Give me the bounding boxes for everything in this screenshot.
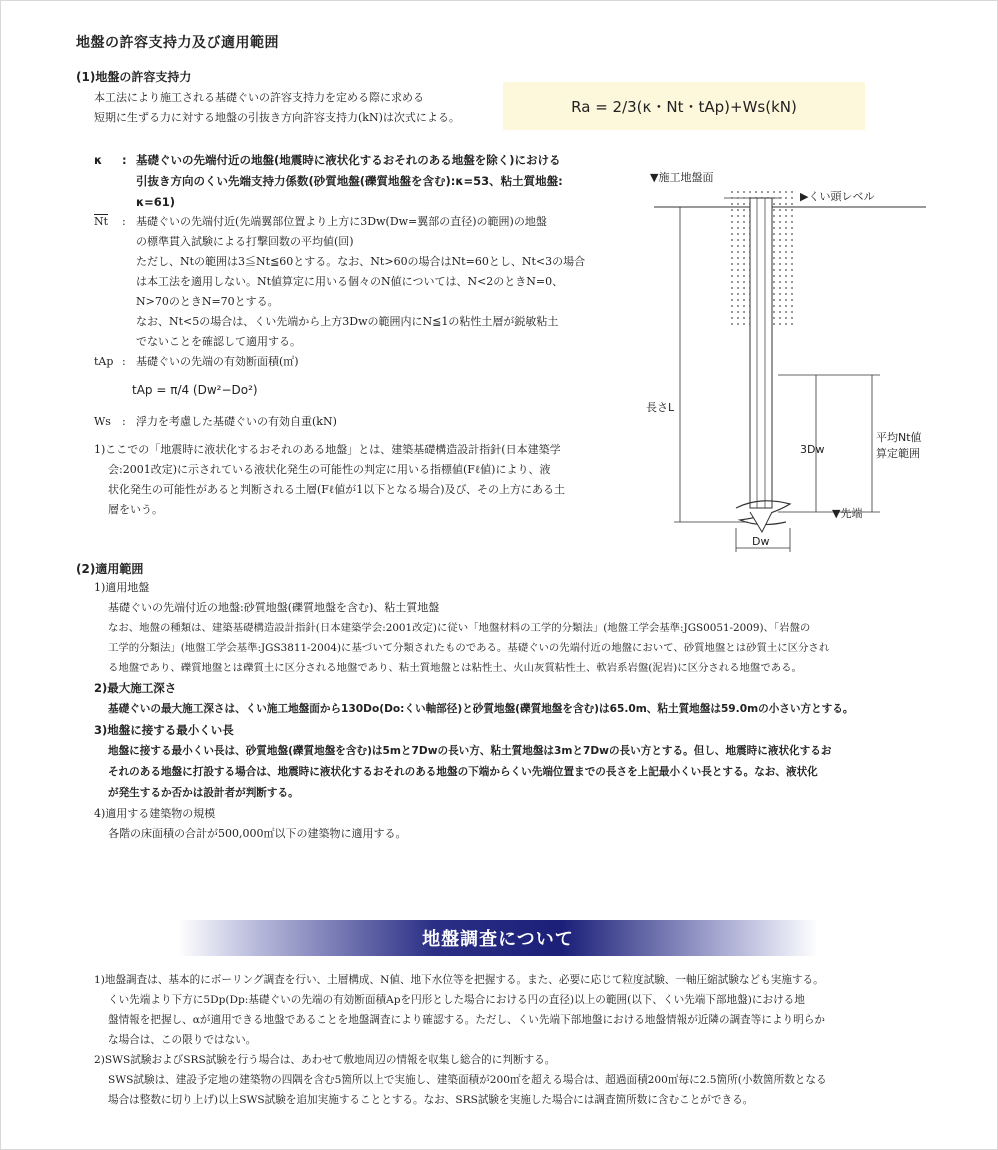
kappa-line: 引抜き方向のくい先端支持力係数(砂質地盤(礫質地盤を含む):κ=53、粘土質地盤: xyxy=(136,174,563,188)
survey-body xyxy=(94,970,944,1110)
kappa-line: 基礎ぐいの先端付近の地盤(地震時に液状化するおそれのある地盤を除く)における xyxy=(136,153,561,167)
nt-line: なお、Nt<5の場合は、くい先端から上方3Dwの範囲内にN≦1の粘性土層が鋭敏粘土 xyxy=(136,315,559,328)
ws-desc: 浮力を考慮した基礎ぐいの有効自重(kN) xyxy=(136,415,337,428)
nt-line: N>70のときN=70とする。 xyxy=(136,295,279,308)
survey-line: 場合は整数に切り上げ)以上SWS試験を追加実施することとする。なお、SRS試験を実施した場合には調査箇所数に含むことができる。 xyxy=(108,1094,754,1106)
s1-line: 工学的分類法」(地盤工学会基準:JGS3811-2004)に基づいて分類されたものである。基礎ぐいの先端付近の地盤において、砂質地盤とは砂質土に区分され xyxy=(108,642,830,654)
nt-line: でないことを確認して適用する。 xyxy=(136,335,301,348)
nt-line: の標準貫入試験による打撃回数の平均値(回) xyxy=(136,235,354,248)
liquefaction-note xyxy=(94,440,624,520)
tip-label: ▼先端 xyxy=(832,507,863,520)
pile-shaft xyxy=(750,198,772,508)
section2-heading: (2)適用範囲 xyxy=(76,562,144,576)
avg-range-label-line: 算定範囲 xyxy=(876,447,920,460)
pile-tip xyxy=(750,512,772,532)
section1-heading: (1)地盤の許容支持力 xyxy=(76,70,192,84)
tap-formula: tAp = π/4 (Dw²−Do²) xyxy=(132,383,258,397)
tap-definition: tAp : 基礎ぐいの先端の有効断面積(㎡) tAp = π/4 (Dw²−Do²) xyxy=(94,352,614,400)
section1-intro xyxy=(94,88,460,128)
survey-line: くい先端より下方に5Dp(Dp:基礎ぐいの先端の有効断面積Apを円形とした場合における円の直径)以上の範囲(以下、くい先端下部地盤)における地 xyxy=(108,994,805,1006)
survey-line: 2)SWS試験およびSRS試験を行う場合は、あわせて敷地周辺の情報を収集し総合的に判断する。 xyxy=(94,1054,556,1066)
nt-definition: $\overline{Nt}$ : 基礎ぐいの先端付近(先端翼部位置より上方に3Dw(Dw=翼部の直径)の範囲)の地盤 の標準貫入試験による打撃回数の平均値(回) ただし、Ntの範囲は3≦Nt≦60とする。なお、Nt>60の場合はNt=60とし、Nt<3の場合 は本工法を適用しない。Nt値算定に用いる個々のN値については、N<2のときN=0、 N>70のときN=70とする。 なお、Nt<5の場合は、くい先端から上方3Dwの範囲内にN≦1の粘性土層が鋭敏粘土 でないことを確認して適用する。 xyxy=(94,212,624,352)
s2-title: 2)最大施工深さ xyxy=(94,681,177,695)
s1-title: 1)適用地盤 xyxy=(94,581,150,594)
s3-line: が発生するか否かは設計者が判断する。 xyxy=(108,787,299,799)
s3-line: 地盤に接する最小くい長は、砂質地盤(礫質地盤を含む)は5mと7Dwの長い方、粘土質地盤は3mと7Dwの長い方とする。但し、地震時に液状化するお xyxy=(108,745,832,757)
s1-line: 基礎ぐいの先端付近の地盤:砂質地盤(礫質地盤を含む)、粘土質地盤 xyxy=(108,601,440,614)
note-line: 1)ここでの「地震時に液状化するおそれのある地盤」とは、建築基礎構造設計指針(日本建築学 xyxy=(94,443,561,456)
intro-line: 短期に生ずる力に対する地盤の引抜き方向許容支持力(kN)は次式による。 xyxy=(94,111,460,124)
nt-line: は本工法を適用しない。Nt値算定に用いる個々のN値については、N<2のときN=0、 xyxy=(136,275,564,288)
dw-label: Dw xyxy=(752,535,770,548)
nt-line: 基礎ぐいの先端付近(先端翼部位置より上方に3Dw(Dw=翼部の直径)の範囲)の地盤 xyxy=(136,215,547,228)
formula-text: Ra = 2/3(κ・Nt・tAp)+Ws(kN) xyxy=(571,97,797,116)
kappa-definition: κ : 基礎ぐいの先端付近の地盤(地震時に液状化するおそれのある地盤を除く)における 引抜き方向のくい先端支持力係数(砂質地盤(礫質地盤を含む):κ=53、粘土質地盤: κ=61) xyxy=(94,150,614,213)
avg-range-label-line: 平均Nt値 xyxy=(876,431,922,444)
section2-body xyxy=(94,578,934,844)
ws-definition: Ws : 浮力を考慮した基礎ぐいの有効自重(kN) xyxy=(94,412,337,432)
note-line: 会:2001改定)に示されている液状化発生の可能性の判定に用いる指標値(Fℓ値)により、液 xyxy=(108,463,551,476)
s1-line: る地盤であり、礫質地盤とは礫質土に区分される地盤であり、粘土質地盤とは粘性土、火山灰質粘性土、軟岩系岩盤(泥岩)に区分される地盤である。 xyxy=(108,662,802,674)
nt-symbol: $\overline{Nt}$ xyxy=(94,215,109,228)
s3-title: 3)地盤に接する最小くい長 xyxy=(94,723,234,737)
survey-line: 1)地盤調査は、基本的にボーリング調査を行い、土層構成、N値、地下水位等を把握する。また、必要に応じて粒度試験、一軸圧縮試験なども実施する。 xyxy=(94,974,824,986)
nt-line: ただし、Ntの範囲は3≦Nt≦60とする。なお、Nt>60の場合はNt=60とし、Nt<3の場合 xyxy=(136,255,586,268)
survey-line: 盤情報を把握し、αが適用できる地盤であることを地盤調査により確認する。ただし、くい先端下部地盤における地盤情報が近隣の調査等により明らか xyxy=(108,1014,825,1026)
page-title: 地盤の許容支持力及び適用範囲 xyxy=(76,35,279,51)
intro-line: 本工法により施工される基礎ぐいの許容支持力を定める際に求める xyxy=(94,91,424,104)
survey-line: な場合は、この限りではない。 xyxy=(108,1034,257,1046)
tap-desc: 基礎ぐいの先端の有効断面積(㎡) xyxy=(136,355,299,368)
length-label: 長さL xyxy=(646,401,675,414)
tap-symbol: tAp xyxy=(94,355,114,368)
pile-head-label: ▶くい頭レベル xyxy=(800,190,875,203)
three-dw-label: 3Dw xyxy=(800,443,825,456)
pile-diagram xyxy=(640,160,960,560)
formula-box xyxy=(503,82,865,130)
kappa-symbol: κ xyxy=(94,153,103,167)
s4-title: 4)適用する建築物の規模 xyxy=(94,807,216,820)
ground-label: ▼施工地盤面 xyxy=(650,171,714,184)
ws-symbol: Ws xyxy=(94,415,111,428)
avg-range-label xyxy=(876,430,922,462)
survey-line: SWS試験は、建設予定地の建築物の四隅を含む5箇所以上で実施し、建築面積が200㎡を超える場合は、超過面積200㎡毎に2.5箇所(小数箇所数となる xyxy=(108,1074,827,1086)
survey-banner xyxy=(178,920,818,956)
s3-line: それのある地盤に打設する場合は、地震時に液状化するおそれのある地盤の下端からくい先端位置までの長さを上記最小くい長とする。なお、液状化 xyxy=(108,766,818,778)
s1-line: なお、地盤の種類は、建築基礎構造設計指針(日本建築学会:2001改定)に従い「地盤材料の工学的分類法」(地盤工学会基準:JGS0051-2009)、「岩盤の xyxy=(108,622,811,634)
note-line: 状化発生の可能性があると判断される土層(Fℓ値が1以下となる場合)及び、その上方にある土 xyxy=(108,483,566,496)
s2-line: 基礎ぐいの最大施工深さは、くい施工地盤面から130Do(Do:くい軸部径)と砂質地盤(礫質地盤を含む)は65.0m、粘土質地盤は59.0mの小さい方とする。 xyxy=(108,703,854,715)
kappa-line: κ=61) xyxy=(136,195,176,209)
s4-line: 各階の床面積の合計が500,000㎡以下の建築物に適用する。 xyxy=(108,827,407,840)
banner-title: 地盤調査について xyxy=(422,929,574,950)
note-line: 層をいう。 xyxy=(108,503,163,516)
